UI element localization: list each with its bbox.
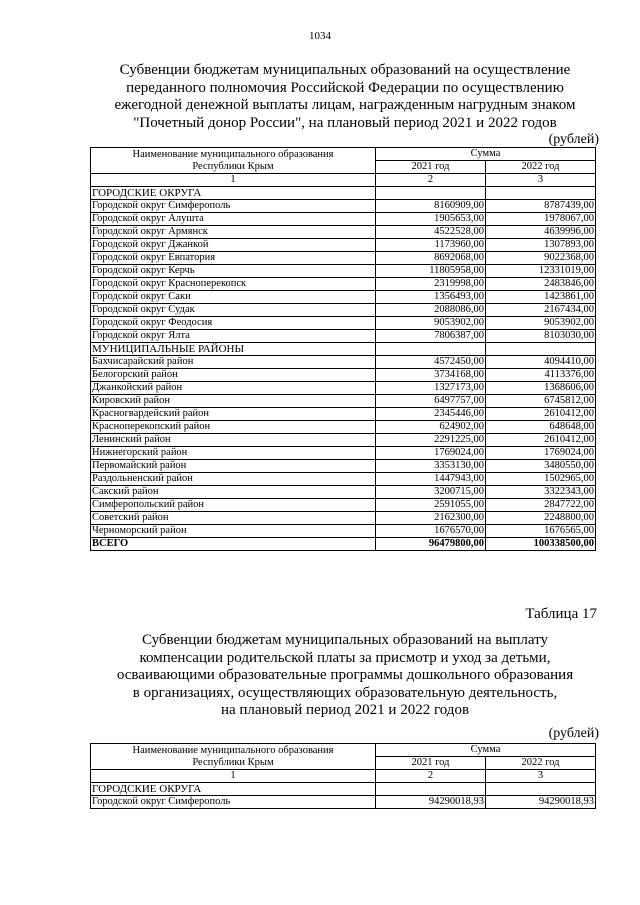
table-row [91,796,596,809]
row-2021-cell: 2591055,00 [376,499,486,512]
section-row [91,187,596,200]
row-name-cell: Раздольненский район [91,473,376,486]
row-2021-cell: 1327173,00 [376,382,486,395]
table-header-row [91,148,596,161]
table-row [91,395,596,408]
row-2022-cell: 648648,00 [486,421,596,434]
subvention-table-donor [90,147,596,551]
table-row [91,265,596,278]
page-number: 1034 [309,30,331,42]
row-name-cell: Городской округ Красноперекопск [91,278,376,291]
row-name-cell: Городской округ Евпатория [91,252,376,265]
table1-title [80,62,610,132]
row-2022-cell: 4639996,00 [486,226,596,239]
row-2022-cell: 1368606,00 [486,382,596,395]
table-row [91,317,596,330]
row-name-cell: Городской округ Ялта [91,330,376,343]
row-2021-cell: 2345446,00 [376,408,486,421]
row-2021-cell: 3353130,00 [376,460,486,473]
row-2022-cell [486,343,596,356]
row-2021-cell: 1447943,00 [376,473,486,486]
table-row [91,447,596,460]
row-name-cell: ГОРОДСКИЕ ОКРУГА [91,187,376,200]
header-year-2022: 2022 год [486,161,596,174]
row-2021-cell [376,783,486,796]
table-row [91,499,596,512]
header-year-2021: 2021 год [376,757,486,770]
row-2021-cell: 624902,00 [376,421,486,434]
table-row [91,356,596,369]
row-2021-cell: 1356493,00 [376,291,486,304]
row-2022-cell: 1676565,00 [486,525,596,538]
table-row [91,512,596,525]
row-2021-cell: 2088086,00 [376,304,486,317]
row-2022-cell: 1423861,00 [486,291,596,304]
row-2021-cell: 94290018,93 [376,796,486,809]
table-row [91,304,596,317]
row-name-cell: Симферопольский район [91,499,376,512]
table2-units: (рублей) [548,726,599,741]
row-2022-cell: 1978067,00 [486,213,596,226]
row-name-cell: Нижнегорский район [91,447,376,460]
table2-title-line: на плановый период 2021 и 2022 годов [220,702,470,718]
row-name-cell: Городской округ Симферополь [91,200,376,213]
table-row [91,200,596,213]
table-row [91,460,596,473]
table-row [91,408,596,421]
row-name-cell: Городской округ Армянск [91,226,376,239]
row-2021-cell: 11805958,00 [376,265,486,278]
row-2021-cell: 2291225,00 [376,434,486,447]
row-2021-cell: 1676570,00 [376,525,486,538]
index-cell: 2 [376,770,486,783]
header-name-line2: Республики Крым [192,160,274,172]
row-2022-cell: 2483846,00 [486,278,596,291]
row-name-cell: ГОРОДСКИЕ ОКРУГА [91,783,376,796]
row-2021-cell: 1905653,00 [376,213,486,226]
row-2021-cell: 8160909,00 [376,200,486,213]
row-2022-cell: 94290018,93 [486,796,596,809]
table-row [91,421,596,434]
row-name-cell: Городской округ Керчь [91,265,376,278]
row-2021-cell: 2319998,00 [376,278,486,291]
row-2022-cell: 2610412,00 [486,434,596,447]
table2-title-line: осваивающими образовательные программы дошкольного образования [116,667,574,683]
table-header-row [91,744,596,757]
row-2021-cell [376,187,486,200]
row-2022-cell: 8103030,00 [486,330,596,343]
row-2021-cell: 1769024,00 [376,447,486,460]
row-name-cell: МУНИЦИПАЛЬНЫЕ РАЙОНЫ [91,343,376,356]
table-row [91,330,596,343]
row-2022-cell: 3322343,00 [486,486,596,499]
header-name-line1: Наименование муниципального образования [132,148,334,160]
header-name-line2: Республики Крым [192,756,274,768]
table-index-row [91,770,596,783]
row-2022-cell: 100338500,00 [486,538,596,551]
row-2022-cell [486,783,596,796]
row-2022-cell: 2167434,00 [486,304,596,317]
table1-units: (рублей) [548,132,599,147]
table-row [91,473,596,486]
row-2021-cell: 3200715,00 [376,486,486,499]
table-row [91,486,596,499]
table-row [91,434,596,447]
row-2022-cell: 2248800,00 [486,512,596,525]
row-2022-cell: 9022368,00 [486,252,596,265]
row-name-cell: Городской округ Феодосия [91,317,376,330]
row-name-cell: Белогорский район [91,369,376,382]
row-name-cell: ВСЕГО [91,538,376,551]
row-2022-cell: 6745812,00 [486,395,596,408]
header-year-2022: 2022 год [486,757,596,770]
row-2022-cell: 1502965,00 [486,473,596,486]
header-name-cell [91,148,376,174]
header-year-2021: 2021 год [376,161,486,174]
row-2021-cell: 7806387,00 [376,330,486,343]
table1-title-line: переданного полномочия Российской Федерации по осуществлению [126,79,564,96]
row-2022-cell: 12331019,00 [486,265,596,278]
table-index-row [91,174,596,187]
row-name-cell: Ленинский район [91,434,376,447]
row-2022-cell: 9053902,00 [486,317,596,330]
row-2021-cell [376,343,486,356]
table-row [91,525,596,538]
table-row [91,252,596,265]
table1-title-line: "Почетный донор России", на плановый период 2021 и 2022 годов [133,114,557,131]
row-name-cell: Кировский район [91,395,376,408]
table-row [91,226,596,239]
table-label: Таблица 17 [525,606,597,622]
table1-title-line: ежегодной денежной выплаты лицам, награжденным нагрудным знаком [114,97,576,113]
row-name-cell: Джанкойский район [91,382,376,395]
row-2022-cell [486,187,596,200]
subvention-table-parental-compensation [90,743,596,809]
row-2021-cell: 3734168,00 [376,369,486,382]
row-name-cell: Городской округ Судак [91,304,376,317]
row-2021-cell: 6497757,00 [376,395,486,408]
row-2022-cell: 3480550,00 [486,460,596,473]
index-cell: 3 [486,174,596,187]
row-name-cell: Красноперекопский район [91,421,376,434]
row-2021-cell: 8692068,00 [376,252,486,265]
row-2022-cell: 8787439,00 [486,200,596,213]
row-2022-cell: 1769024,00 [486,447,596,460]
table1-title-line: Субвенции бюджетам муниципальных образований на осуществление [119,62,571,78]
row-name-cell: Городской округ Симферополь [91,796,376,809]
header-sum: Сумма [376,148,596,161]
row-name-cell: Сакский район [91,486,376,499]
row-name-cell: Черноморский район [91,525,376,538]
row-2021-cell: 9053902,00 [376,317,486,330]
table2-title [80,632,610,720]
row-name-cell: Советский район [91,512,376,525]
row-2022-cell: 4113376,00 [486,369,596,382]
row-2022-cell: 2847722,00 [486,499,596,512]
section-row [91,783,596,796]
row-name-cell: Городской округ Саки [91,291,376,304]
row-2022-cell: 1307893,00 [486,239,596,252]
table2-title-line: в организациях, осуществляющих образовательную деятельность, [132,684,558,701]
row-2022-cell: 4094410,00 [486,356,596,369]
index-cell: 3 [486,770,596,783]
row-2021-cell: 2162300,00 [376,512,486,525]
header-name-cell [91,744,376,770]
index-cell: 1 [91,770,376,783]
row-2021-cell: 4522528,00 [376,226,486,239]
table-row [91,382,596,395]
row-name-cell: Городской округ Алушта [91,213,376,226]
row-name-cell: Красногвардейский район [91,408,376,421]
section-row [91,343,596,356]
row-name-cell: Городской округ Джанкой [91,239,376,252]
table-row [91,213,596,226]
header-sum: Сумма [376,744,596,757]
table-row [91,291,596,304]
row-name-cell: Бахчисарайский район [91,356,376,369]
row-2021-cell: 96479800,00 [376,538,486,551]
table-row [91,369,596,382]
row-2022-cell: 2610412,00 [486,408,596,421]
index-cell: 2 [376,174,486,187]
table2-title-line: Субвенции бюджетам муниципальных образований на выплату [141,632,549,648]
row-2021-cell: 4572450,00 [376,356,486,369]
table-row [91,278,596,291]
table-row [91,239,596,252]
total-row [91,538,596,551]
row-2021-cell: 1173960,00 [376,239,486,252]
table2-title-line: компенсации родительской платы за присмотр и уход за детьми, [139,649,551,666]
row-name-cell: Первомайский район [91,460,376,473]
header-name-line1: Наименование муниципального образования [132,744,334,756]
index-cell: 1 [91,174,376,187]
